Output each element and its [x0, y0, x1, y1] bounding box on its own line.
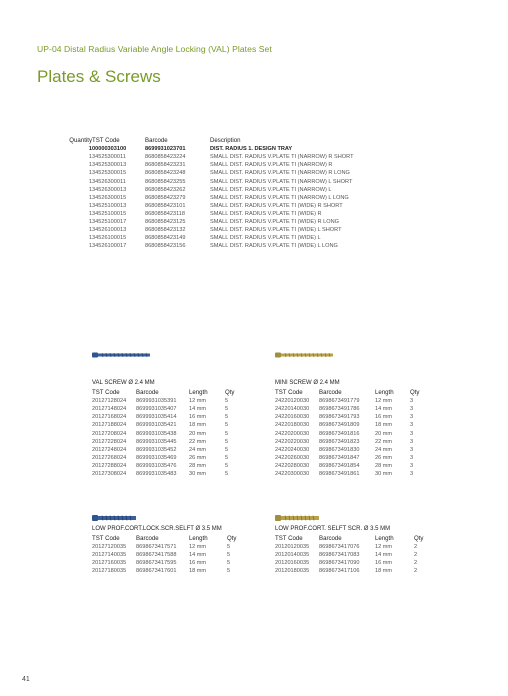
table-cell: 1: [88, 194, 92, 201]
table-cell: 8699931023701: [145, 146, 186, 153]
table-cell: 5: [225, 454, 229, 461]
table-cell: 24220160030: [275, 414, 310, 421]
table-cell: 12 mm: [189, 544, 207, 551]
table-cell: 8699931035421: [136, 422, 177, 429]
cortical-screw-table: [275, 535, 425, 580]
val-screw-table: [92, 389, 242, 479]
table-cell: 34526100017: [92, 243, 127, 250]
table-cell: 5: [225, 414, 229, 421]
table-cell: 12 mm: [375, 398, 393, 405]
table-cell: 34526300011: [92, 178, 126, 185]
table-cell: 24220240030: [275, 446, 310, 453]
column-header: TST Code: [275, 535, 303, 542]
table-cell: SMALL DIST. RADIUS V.PLATE TI (NARROW) L SHORT: [210, 178, 353, 185]
table-cell: 2: [414, 568, 418, 575]
table-cell: 8680858423156: [145, 243, 186, 250]
table-cell: 5: [225, 471, 229, 477]
table-cell: 34526100015: [92, 235, 127, 242]
table-cell: 26 mm: [189, 454, 207, 461]
table-cell: 20127188024: [92, 422, 127, 429]
table-cell: 8698673417083: [319, 552, 360, 559]
table-cell: SMALL DIST. RADIUS V.PLATE TI (NARROW) R: [210, 162, 333, 169]
table-cell: 20127160035: [92, 560, 127, 567]
table-cell: 22 mm: [189, 438, 207, 445]
table-cell: 20127140035: [92, 552, 127, 559]
table-cell: 3: [410, 438, 414, 445]
table-cell: 34525100017: [92, 219, 127, 225]
column-header: Qty: [225, 389, 235, 396]
table-cell: 1: [88, 243, 92, 250]
table-cell: 3: [410, 414, 414, 421]
table-cell: 8699931035414: [136, 414, 177, 421]
table-cell: 24220200030: [275, 430, 310, 437]
table-cell: 1: [88, 219, 92, 225]
table-cell: 8680858423224: [145, 154, 186, 161]
table-cell: 3: [410, 406, 414, 413]
locking-screw-image: [92, 514, 138, 522]
table-cell: 16 mm: [189, 560, 207, 567]
table-cell: 8698673491779: [319, 398, 360, 405]
table-cell: 8698673417571: [136, 544, 177, 551]
table-cell: 34526300015: [92, 194, 127, 201]
val-screw-title: VAL SCREW Ø 2.4 MM: [92, 380, 155, 386]
table-cell: 8680858423118: [145, 210, 186, 217]
column-header: Description: [210, 137, 241, 144]
table-cell: 24220120030: [275, 398, 310, 405]
table-cell: 24220220030: [275, 438, 310, 445]
table-cell: 3: [410, 454, 414, 461]
locking-screw-table: [92, 535, 242, 580]
column-header: Barcode: [319, 535, 342, 542]
table-cell: 20 mm: [189, 430, 207, 437]
table-cell: 20127180035: [92, 568, 127, 575]
column-header: Barcode: [136, 535, 159, 542]
cortical-screw-image: [275, 514, 321, 522]
column-header: Length: [189, 389, 208, 396]
table-cell: 8698673491793: [319, 414, 360, 421]
table-cell: 5: [225, 462, 229, 469]
table-cell: 16 mm: [375, 560, 393, 567]
table-cell: 5: [227, 568, 231, 575]
table-cell: 8699931035407: [136, 406, 177, 413]
table-cell: 8698673491823: [319, 438, 360, 445]
table-cell: 3: [410, 430, 414, 437]
table-cell: 34526100013: [92, 227, 127, 234]
column-header: TST Code: [92, 535, 120, 542]
table-cell: 1: [88, 235, 92, 242]
table-cell: 8698673417076: [319, 544, 360, 551]
table-cell: 5: [227, 544, 231, 551]
table-cell: 8698673417090: [319, 560, 360, 567]
table-cell: 14 mm: [189, 406, 207, 413]
table-cell: 1: [88, 210, 92, 217]
table-cell: 5: [225, 446, 229, 453]
table-cell: 8680858423101: [145, 202, 186, 209]
table-cell: 1: [88, 154, 92, 161]
table-cell: 14 mm: [189, 552, 207, 559]
mini-screw-image: [275, 351, 335, 359]
table-cell: 5: [225, 422, 229, 429]
table-cell: 24220280030: [275, 462, 310, 469]
table-cell: 8680858423231: [145, 162, 186, 169]
table-cell: 8680858423132: [145, 227, 186, 234]
mini-screw-title: MINI SCREW Ø 2.4 MM: [275, 380, 340, 386]
table-cell: 30 mm: [189, 471, 207, 477]
table-cell: 18 mm: [189, 568, 207, 575]
column-header: Quantity: [69, 137, 92, 144]
table-cell: SMALL DIST. RADIUS V.PLATE TI (WIDE) R SHORT: [210, 202, 343, 209]
table-cell: 8698673417595: [136, 560, 177, 567]
column-header: Barcode: [145, 137, 168, 144]
table-cell: 8699931035452: [136, 446, 177, 453]
table-cell: 28 mm: [189, 462, 207, 469]
page-number: 41: [22, 676, 30, 683]
table-cell: DIST. RADIUS 1. DESIGN TRAY: [210, 146, 293, 153]
table-cell: 8699931035469: [136, 454, 177, 461]
table-cell: 20120120035: [275, 544, 310, 551]
table-cell: 34525100015: [92, 210, 127, 217]
table-cell: 8698673417601: [136, 568, 177, 575]
table-cell: 20 mm: [375, 430, 393, 437]
table-cell: 8698673491861: [319, 471, 360, 477]
column-header: Length: [375, 389, 394, 396]
table-cell: 8698673417588: [136, 552, 177, 559]
table-cell: 16 mm: [189, 414, 207, 421]
table-cell: 5: [227, 552, 231, 559]
table-cell: 20120160035: [275, 560, 310, 567]
table-cell: 34525300015: [92, 170, 127, 177]
column-header: Barcode: [136, 389, 159, 396]
table-cell: 8680858423248: [145, 170, 186, 177]
column-header: Qty: [414, 535, 424, 542]
table-cell: 2: [414, 544, 418, 551]
table-cell: 8699931035438: [136, 430, 177, 437]
val-screw-image: [92, 351, 152, 359]
table-cell: 00000303100: [92, 146, 127, 153]
table-cell: SMALL DIST. RADIUS V.PLATE TI (NARROW) R SHORT: [210, 154, 354, 161]
table-cell: 34525300013: [92, 162, 127, 169]
table-cell: 24220260030: [275, 454, 310, 461]
table-cell: 20120140035: [275, 552, 310, 559]
table-cell: 1: [88, 170, 92, 177]
table-cell: 1: [88, 146, 92, 153]
table-cell: 20127208024: [92, 430, 127, 437]
table-cell: 28 mm: [375, 462, 393, 469]
table-cell: 5: [227, 560, 231, 567]
table-cell: 8680858423255: [145, 178, 186, 185]
table-cell: 8699931035476: [136, 462, 177, 469]
table-cell: 8698673491786: [319, 406, 360, 413]
section-title: Plates & Screws: [37, 67, 161, 86]
table-cell: 8699931035391: [136, 398, 177, 405]
table-cell: 3: [410, 398, 414, 405]
table-cell: 24220180030: [275, 422, 310, 429]
column-header: Length: [375, 535, 394, 542]
table-cell: 8698673491854: [319, 462, 360, 469]
table-cell: SMALL DIST. RADIUS V.PLATE TI (WIDE) L SHORT: [210, 227, 342, 234]
column-header: Qty: [410, 389, 420, 396]
locking-screw-title: LOW PROF.CORT.LOCK.SCR.SELFT Ø 3.5 MM: [92, 526, 222, 532]
table-cell: 24 mm: [189, 446, 207, 453]
table-cell: 20127168024: [92, 414, 127, 421]
table-cell: SMALL DIST. RADIUS V.PLATE TI (WIDE) L LONG: [210, 243, 338, 250]
document-header-title: UP-04 Distal Radius Variable Angle Locking (VAL) Plates Set: [37, 44, 272, 54]
table-cell: 34525300011: [92, 154, 126, 161]
table-cell: 20127148024: [92, 406, 127, 413]
table-cell: 20127288024: [92, 462, 127, 469]
table-cell: 1: [88, 162, 92, 169]
table-cell: SMALL DIST. RADIUS V.PLATE TI (WIDE) R: [210, 210, 322, 217]
table-cell: 20127268024: [92, 454, 127, 461]
table-cell: 20127128024: [92, 398, 127, 405]
table-cell: SMALL DIST. RADIUS V.PLATE TI (WIDE) R LONG: [210, 219, 339, 225]
table-cell: 18 mm: [189, 422, 207, 429]
table-cell: 8698673491809: [319, 422, 360, 429]
column-header: TST Code: [275, 389, 303, 396]
table-cell: 3: [410, 422, 414, 429]
table-cell: 1: [88, 186, 92, 193]
table-cell: 8680858423125: [145, 219, 186, 225]
cortical-screw-title: LOW PROF.CORT. SELFT SCR. Ø 3.5 MM: [275, 526, 391, 532]
table-cell: 8680858423149: [145, 235, 186, 242]
table-cell: SMALL DIST. RADIUS V.PLATE TI (NARROW) L: [210, 186, 332, 193]
table-cell: 8680858423279: [145, 194, 186, 201]
table-cell: 34526300013: [92, 186, 127, 193]
table-cell: 24220300030: [275, 471, 310, 477]
table-cell: 24220140030: [275, 406, 310, 413]
table-cell: 30 mm: [375, 471, 393, 477]
table-cell: 22 mm: [375, 438, 393, 445]
table-cell: 12 mm: [375, 544, 393, 551]
table-cell: 8698673491830: [319, 446, 360, 453]
table-cell: 8680858423262: [145, 186, 186, 193]
table-cell: 1: [88, 227, 92, 234]
table-cell: 18 mm: [375, 422, 393, 429]
column-header: TST Code: [92, 389, 120, 396]
table-cell: 14 mm: [375, 406, 393, 413]
table-cell: 20127248024: [92, 446, 127, 453]
table-cell: 34525100013: [92, 202, 127, 209]
table-cell: 12 mm: [189, 398, 207, 405]
table-cell: 8699931035445: [136, 438, 177, 445]
table-cell: 20127120035: [92, 544, 127, 551]
table-cell: 8698673491847: [319, 454, 360, 461]
table-cell: SMALL DIST. RADIUS V.PLATE TI (NARROW) L LONG: [210, 194, 349, 201]
table-cell: 5: [225, 398, 229, 405]
table-cell: SMALL DIST. RADIUS V.PLATE TI (WIDE) L: [210, 235, 321, 242]
table-cell: 8698673417106: [319, 568, 360, 575]
column-header: TST Code: [92, 137, 120, 144]
table-cell: 20127228024: [92, 438, 127, 445]
column-header: Length: [189, 535, 208, 542]
table-cell: 5: [225, 438, 229, 445]
column-header: Barcode: [319, 389, 342, 396]
table-cell: 8699931035483: [136, 471, 177, 477]
table-cell: 14 mm: [375, 552, 393, 559]
table-cell: 2: [414, 560, 418, 567]
table-cell: 3: [410, 471, 414, 477]
table-cell: 20120180035: [275, 568, 310, 575]
table-cell: 1: [88, 202, 92, 209]
table-cell: 16 mm: [375, 414, 393, 421]
table-cell: 18 mm: [375, 568, 393, 575]
table-cell: 24 mm: [375, 446, 393, 453]
table-cell: SMALL DIST. RADIUS V.PLATE TI (NARROW) R LONG: [210, 170, 350, 177]
table-cell: 2: [414, 552, 418, 559]
table-cell: 3: [410, 462, 414, 469]
mini-screw-table: [275, 389, 425, 479]
table-cell: 5: [225, 430, 229, 437]
table-cell: 5: [225, 406, 229, 413]
table-cell: 1: [88, 178, 92, 185]
table-cell: 20127308024: [92, 471, 127, 477]
table-cell: 8698673491816: [319, 430, 360, 437]
plates-table: [69, 137, 410, 267]
table-cell: 3: [410, 446, 414, 453]
column-header: Qty: [227, 535, 237, 542]
table-cell: 26 mm: [375, 454, 393, 461]
